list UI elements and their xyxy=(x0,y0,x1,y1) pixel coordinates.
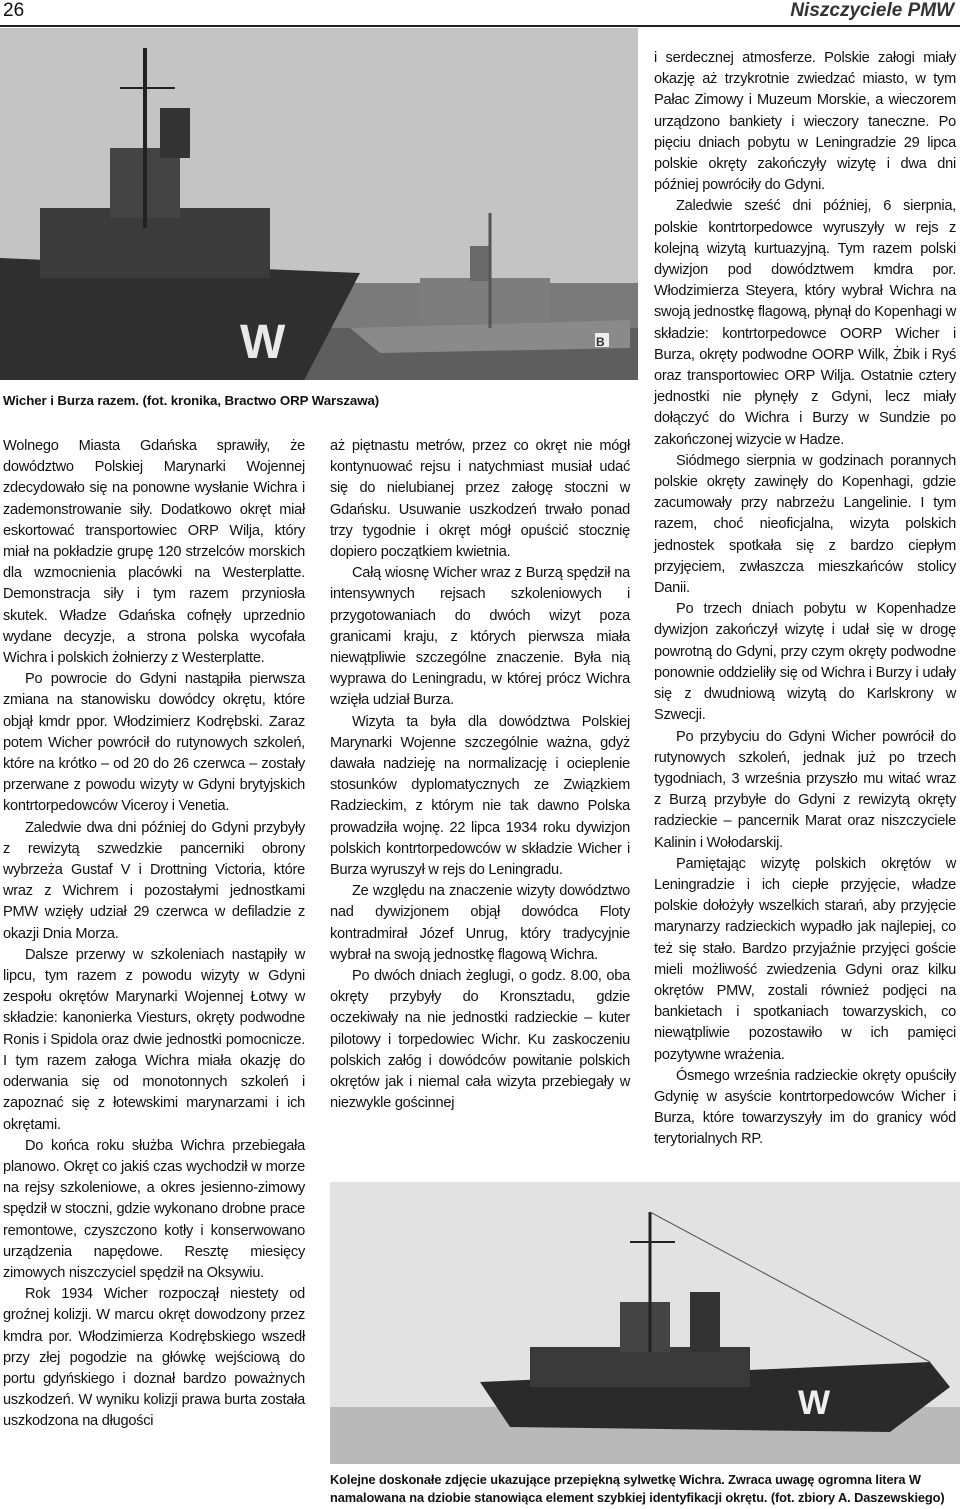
photo-wicher-destroyer xyxy=(330,1182,960,1464)
column-middle xyxy=(330,436,630,1115)
paragraph: Zaledwie dwa dni później do Gdyni przybyły z rewizytą szwedzkie pancerniki obrony wybrzeża Gustaf V i Drottning Victoria, które wraz z Wichrem i pozostałymi jednostkami PMW wzięły udział 29 czerwca w defiladzie z okazji Dnia Morza. xyxy=(3,819,305,942)
paragraph: Po dwóch dniach żeglugi, o godz. 8.00, oba okręty przybyły do Kronsztadu, gdzie oczekiwały na nie jednostki radzieckie – kuter pilotowy i torpedowiec Wichr. Ku zaskoczeniu polskich załóg i dowódców powitanie polskich okrętów jak i niemal cała wizyta przebiegały w niezwykle gościnnej xyxy=(330,968,630,1112)
svg-text:W: W xyxy=(798,1384,831,1422)
caption-bottom-photo: Kolejne doskonałe zdjęcie ukazujące przepiękną sylwetkę Wichra. Zwraca uwagę ogromna litera W namalowana na dziobie stanowiąca element szybkiej identyfikacji okrętu. (fot. zbiory A. Daszewskiego) xyxy=(330,1472,945,1505)
paragraph: Rok 1934 Wicher rozpoczął niestety od groźnej kolizji. W marcu okręt dowodzony przez kmdra por. Włodzimierza Kodrębskiego wszedł przy złej pogodzie na główkę wejściową do portu gdyńskiego i doznał bardzo poważnych uszkodzeń. W wyniku kolizji prawa burta została uszkodzona na długości xyxy=(3,1286,305,1430)
ships-illustration xyxy=(0,28,638,380)
paragraph: Wizyta ta była dla dowództwa Polskiej Marynarki Wojenne szczególnie ważna, gdyż dawała nadzieję na normalizację i ocieplenie stosunków dyplomatycznych ze Związkiem Radzieckim, z którym nie tak dawno Polska prowadziła wojnę. 22 lipca 1934 roku dywizjon polskich kontrtorpedowców w składzie Wicher i Burza wyruszył w rejs do Leningradu. xyxy=(330,713,630,879)
paragraph: Dalsze przerwy w szkoleniach nastąpiły w lipcu, tym razem z powodu wizyty w Gdyni zespołu okrętów Marynarki Wojennej Łotwy w składzie: kanonierka Viesturs, okręty podwodne Ronis i Spidola oraz dwie jednostki pomocnicze. I tym razem załoga Wichra miała okazję do oderwania się od monotonnych szkoleń i zapoznać się z łotewskimi marynarzami i ich okrętami. xyxy=(3,946,305,1133)
paragraph: Do końca roku służba Wichra przebiegała planowo. Okręt co jakiś czas wychodził w morze na rejsy szkoleniowe, a okres jesienno-zimowy spędził w stoczni, gdzie wykonano drobne prace remontowe, czyszczono kotły i konserwowano urządzenia napędowe. Resztę miesięcy zimowych niszczyciel spędził na Oksywiu. xyxy=(3,1137,305,1281)
paragraph: Ze względu na znaczenie wizyty dowództwo nad dywizjonem objął dowódca Floty kontradmirał Józef Unrug, który tradycyjnie wybrał na swoją jednostkę flagową Wichra. xyxy=(330,883,630,963)
photo-two-destroyers xyxy=(0,28,638,380)
paragraph: Po powrocie do Gdyni nastąpiła pierwsza zmiana na stanowisku dowódcy okrętu, które objął kmdr ppor. Włodzimierz Kodrębski. Zaraz potem Wicher powrócił do rutynowych szkoleń, które na krótko – od 20 do 26 czerwca – zostały przerwane z powodu wizyty w Gdyni brytyjskich kontrtorpedowców Viceroy i Venetia. xyxy=(3,671,305,815)
paragraph: Wolnego Miasta Gdańska sprawiły, że dowództwo Polskiej Marynarki Wojennej zdecydowało się na ponowne wysłanie Wichra i zademonstrowanie siły. Dodatkowo okręt miał eskortować transportowiec ORP Wilja, który miał na pokładzie grupę 120 strzelców morskich dla wzmocnienia placówki na Westerplatte. Demonstracja siły i tym razem przyniosła skutek. Władze Gdańska cofnęły uprzednio wydane decyzje, a strona polska wycofała Wichra i polskich żołnierzy z Westerplatte. xyxy=(3,438,305,667)
paragraph: Całą wiosnę Wicher wraz z Burzą spędził na intensywnych rejsach szkoleniowych i przygotowaniach do dwóch wizyt poza granicami kraju, z których pierwsza miała niewątpliwie szczególne znaczenie. Była nią wyprawa do Leningradu, w której prócz Wichra wzięła udział Burza. xyxy=(330,565,630,709)
paragraph: i serdecznej atmosferze. Polskie załogi miały okazję aż trzykrotnie zwiedzać miasto, w tym Pałac Zimowy i Muzeum Morskie, a wieczorem urządzono bankiety i wieczory taneczne. Po pięciu dniach pobytu w Leningradzie 29 lipca polskie okręty zakończyły wizytę i dwa dni później powróciły do Gdyni. xyxy=(654,50,956,194)
header-rule xyxy=(0,25,960,27)
paragraph: Po trzech dniach pobytu w Kopenhadze dywizjon zakończył wizytę i udał się w drogę powrotną do Gdyni, przy czym okręty podwodne ponownie oddzieliły się od Wichra i Burzy i udały się z dwudniową wizytą do Karlskrony w Szwecji. xyxy=(654,601,956,724)
column-right xyxy=(654,48,956,1151)
paragraph: Pamiętając wizytę polskich okrętów w Leningradzie i ich ciepłe przyjęcie, władze polskie dołożyły wszelkich starań, aby przyjęcie marynarzy radzieckich wypadło jak najlepiej, co też się stało. Bardzo przyjaźnie przyjęci goście mieli możliwość zwiedzenia Gdyni oraz kilku okrętów PMW, zostali również podjęci na bankietach i spotkaniach towarzyskich, co niewątpliwie pozostawiło w ich pamięci pozytywne wrażenia. xyxy=(654,855,956,1063)
column-left xyxy=(3,436,305,1433)
ship-illustration xyxy=(330,1182,960,1464)
page-number: 26 xyxy=(3,0,25,21)
svg-text:W: W xyxy=(240,316,286,369)
svg-text:B: B xyxy=(596,335,605,349)
paragraph: aż piętnastu metrów, przez co okręt nie mógł kontynuować rejsu i natychmiast musiał udać się do nielubianej przez załogę stoczni w Gdańsku. Usuwanie uszkodzeń trwało ponad trzy tygodnie i okręt mógł opuścić stocznię dopiero początkiem kwietnia. xyxy=(330,438,630,561)
caption-top-photo: Wicher i Burza razem. (fot. kronika, Bractwo ORP Warszawa) xyxy=(3,393,380,408)
paragraph: Siódmego sierpnia w godzinach porannych polskie okręty zawinęły do Kopenhagi, gdzie zacumowały przy nabrzeżu Langelinie. I tym razem, choć nieoficjalna, wizyta polskich jednostek spotkała się z bardzo ciepłym przyjęciem, zwłaszcza mieszkańców stolicy Danii. xyxy=(654,452,956,597)
paragraph: Ósmego września radzieckie okręty opuściły Gdynię w asyście kontrtorpedowców Wicher i Burza, które towarzyszyły im do granicy wód terytorialnych RP. xyxy=(654,1067,956,1148)
paragraph: Po przybyciu do Gdyni Wicher powrócił do rutynowych szkoleń, jednak już po trzech tygodniach, 3 września przyszło mu witać wraz z Burzą przybyłe do Gdyni z rewizytą okręty radzieckie – pancernik Marat oraz niszczyciele Kalinin i Wołodarskij. xyxy=(654,728,956,851)
section-title: Niszczyciele PMW xyxy=(790,0,954,21)
paragraph: Zaledwie sześć dni później, 6 sierpnia, polskie kontrtorpedowce wyruszyły w rejs z kolejną wizytą kurtuazyjną. Tym razem polski dywizjon pod dowództwem kmdra por. Włodzimierza Steyera, który wybrał Wichra na swoją jednostkę flagową, płynął do Kopenhagi w składzie: kontrtorpedowce OORP Wicher i Burza, okręty podwodne OORP Wilk, Żbik i Ryś oraz transportowiec ORP Wilja. Ostatnie cztery jednostki nie płynęły z Gdyni, lecz miały dołączyć do Wichra i Burzy w Sundzie po zakończonej wizycie w Hadze. xyxy=(654,198,956,448)
